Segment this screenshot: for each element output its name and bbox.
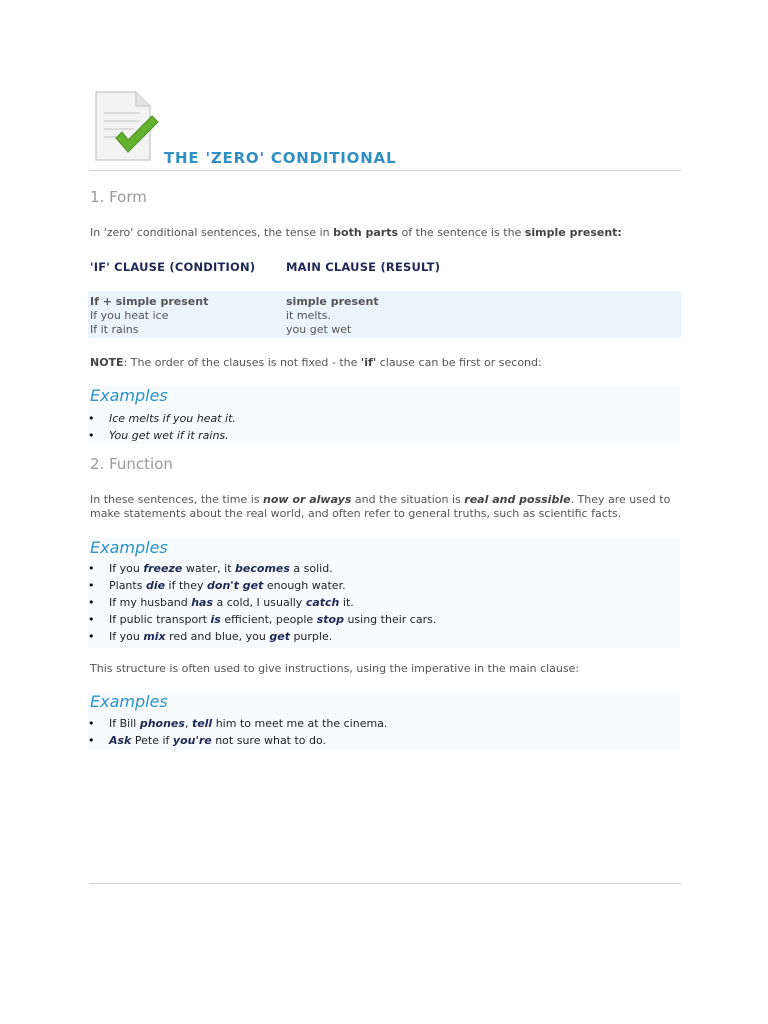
- document-check-icon: [92, 88, 164, 166]
- examples-box-function: [88, 538, 680, 648]
- para-emphasis: real and possible: [464, 493, 571, 506]
- form-intro: [90, 226, 680, 240]
- table-header-if-clause: 'IF' CLAUSE (CONDITION): [90, 260, 256, 274]
- instruction-paragraph: This structure is often used to give instructions, using the imperative in the main clause:: [90, 662, 580, 675]
- examples-title: Examples: [90, 538, 168, 557]
- para-text: and the situation is: [351, 493, 465, 506]
- section-heading-function: 2. Function: [90, 455, 173, 473]
- list-item: • Ice melts if you heat it.: [88, 410, 678, 427]
- intro-bold: both parts: [333, 226, 399, 239]
- footer-divider: [89, 883, 681, 884]
- table-col-if-clause: [90, 295, 208, 337]
- list-item: • Plants die if they don't get enough water.: [88, 577, 678, 594]
- conditional-table: [88, 291, 681, 338]
- intro-text: of the sentence is the: [398, 226, 525, 239]
- table-cell: it melts.: [286, 309, 331, 322]
- page-title: THE 'ZERO' CONDITIONAL: [164, 149, 397, 167]
- note-text: : The order of the clauses is not fixed - the: [123, 356, 361, 369]
- function-paragraph: [90, 493, 680, 521]
- list-item: • You get wet if it rains.: [88, 427, 678, 444]
- note-text: clause can be first or second:: [376, 356, 542, 369]
- table-cell: you get wet: [286, 323, 352, 336]
- list-item: • If public transport is efficient, people stop using their cars.: [88, 611, 678, 628]
- table-col-main-clause: [286, 295, 379, 337]
- examples-list: [88, 410, 678, 444]
- examples-title: Examples: [90, 692, 168, 711]
- list-item: • Ask Pete if you're not sure what to do.: [88, 732, 678, 749]
- list-item: • If Bill phones, tell him to meet me at the cinema.: [88, 715, 678, 732]
- para-emphasis: now or always: [263, 493, 352, 506]
- examples-list: [88, 715, 678, 749]
- note-bold: 'if': [360, 356, 377, 369]
- examples-title: Examples: [90, 386, 168, 405]
- note-paragraph: [90, 356, 680, 370]
- table-cell: If it rains: [90, 323, 139, 336]
- table-header-main-clause: MAIN CLAUSE (RESULT): [286, 260, 441, 274]
- title-divider: [89, 170, 681, 171]
- note-label: NOTE: [90, 356, 124, 369]
- examples-list: [88, 560, 678, 645]
- intro-text: In 'zero' conditional sentences, the tense in: [90, 226, 334, 239]
- para-text: In these sentences, the time is: [90, 493, 264, 506]
- intro-bold: simple present:: [524, 226, 622, 239]
- examples-box-form: [88, 386, 680, 444]
- table-cell: If + simple present: [90, 295, 209, 308]
- section-heading-form: 1. Form: [90, 188, 147, 206]
- table-cell: If you heat ice: [90, 309, 169, 322]
- para-text: . They are used to make statements about the real world, and often refer to general truths, such as scientific facts.: [90, 493, 671, 520]
- list-item: • If you mix red and blue, you get purple.: [88, 628, 678, 645]
- examples-box-instructions: [88, 692, 680, 750]
- table-cell: simple present: [286, 295, 379, 308]
- list-item: • If you freeze water, it becomes a solid.: [88, 560, 678, 577]
- list-item: • If my husband has a cold, I usually catch it.: [88, 594, 678, 611]
